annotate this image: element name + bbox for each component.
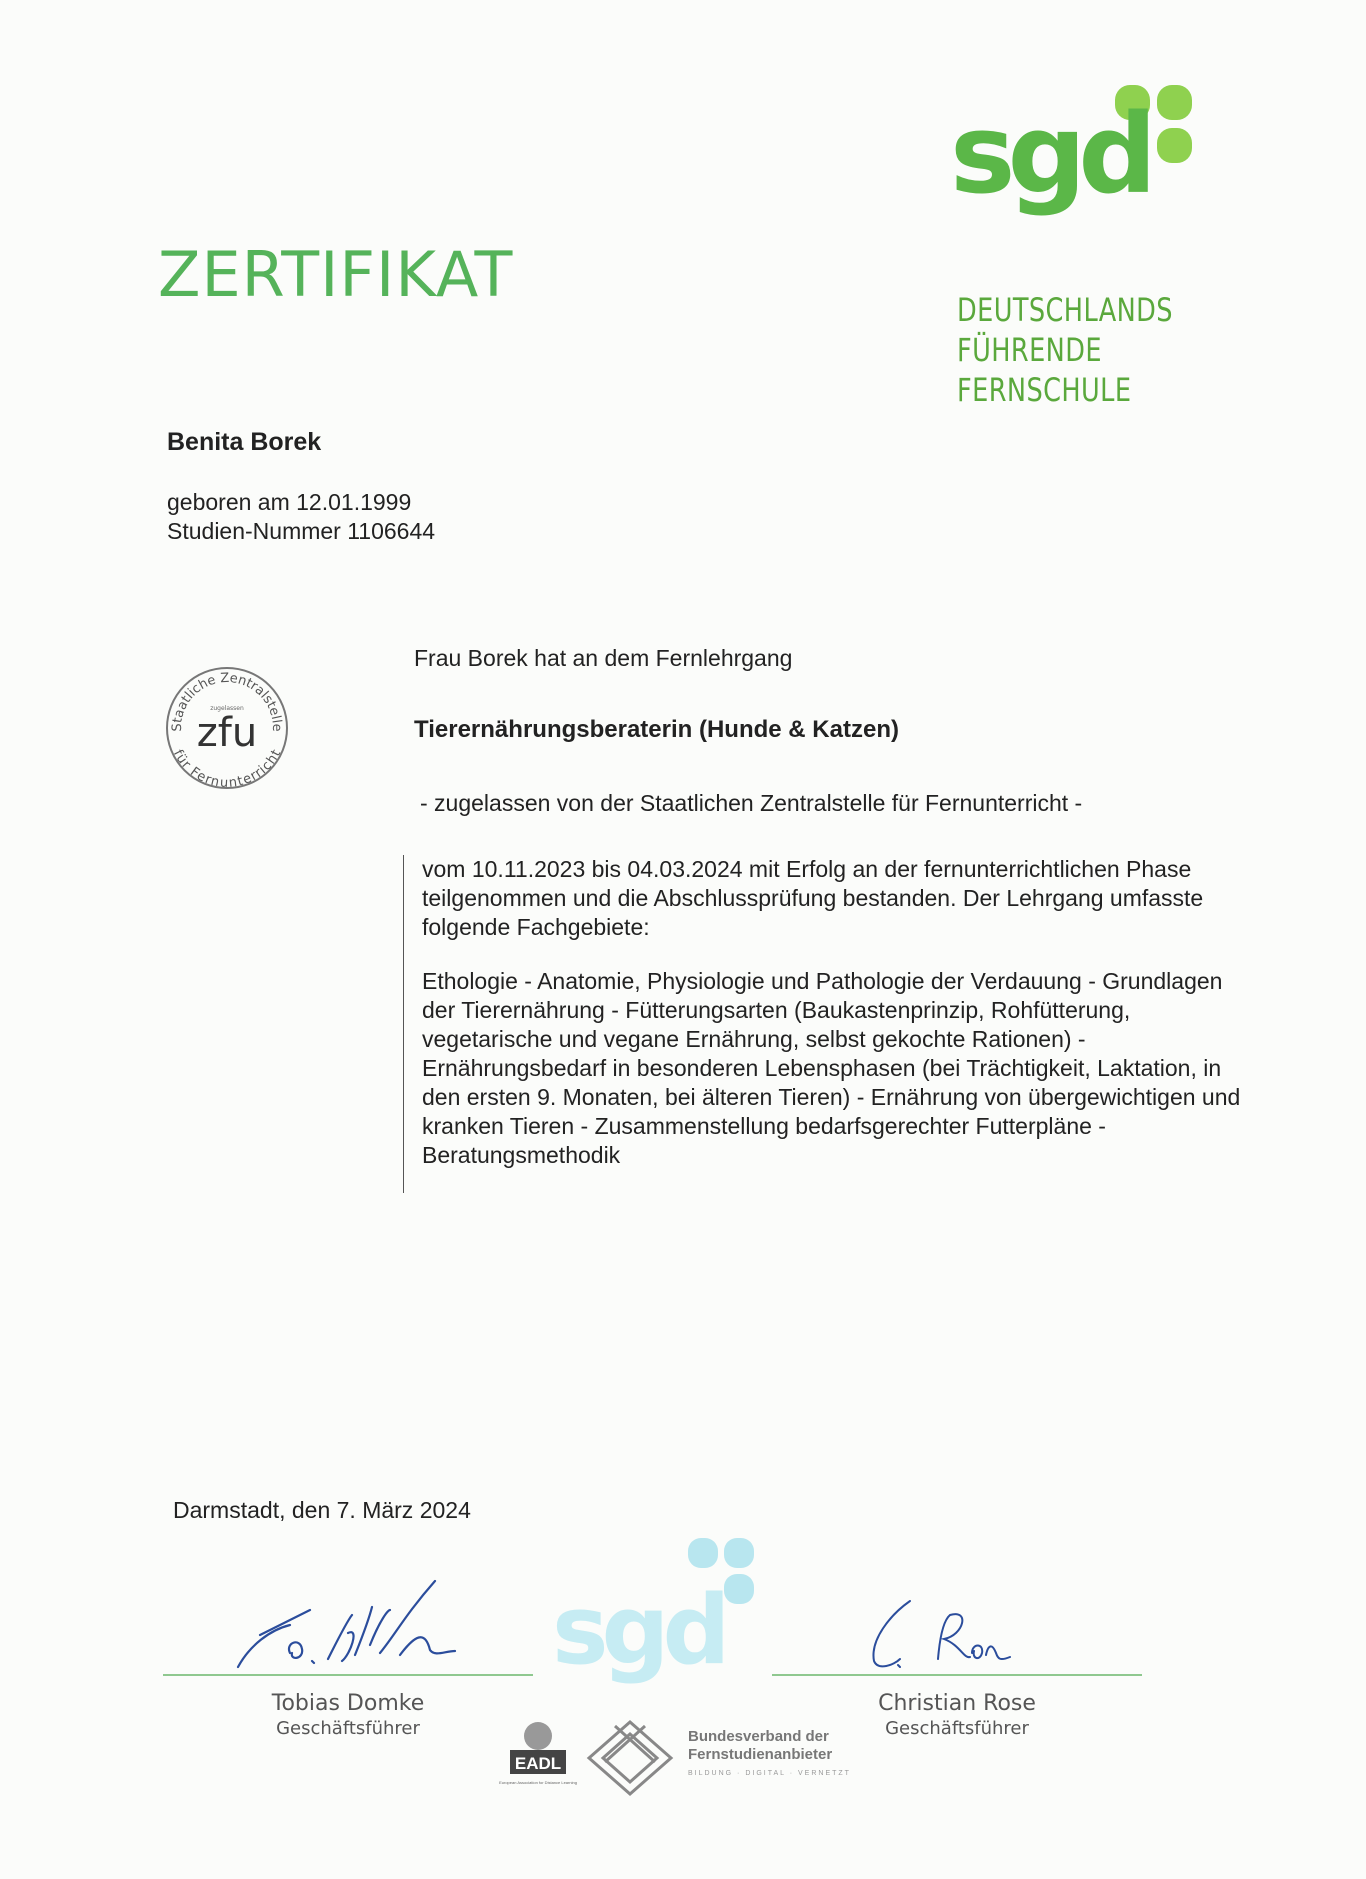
tagline-line-2: FÜHRENDE FERNSCHULE <box>957 331 1132 409</box>
signer-name-right: Christian Rose <box>878 1691 1036 1716</box>
certificate-title: ZERTIFIKAT <box>158 238 514 311</box>
student-number: Studien-Nummer 1106644 <box>167 518 436 544</box>
tagline-line-1: DEUTSCHLANDS <box>957 291 1173 329</box>
seal-top-text: Staatliche Zentralstelle <box>169 670 285 732</box>
sgd-watermark <box>548 1538 778 1688</box>
bundesverband-name <box>688 1728 832 1764</box>
intro-text: Frau Borek hat an dem Fernlehrgang <box>414 645 793 671</box>
place-date: Darmstadt, den 7. März 2024 <box>173 1497 471 1523</box>
sgd-logo <box>950 85 1230 218</box>
signature-line-left <box>163 1674 533 1676</box>
signer-role-left: Geschäftsführer <box>276 1718 420 1739</box>
bundesverband-logo-mark <box>575 1718 685 1798</box>
recipient-name: Benita Borek <box>167 428 322 456</box>
birth-date: geboren am 12.01.1999 <box>167 489 412 515</box>
sgd-logo-text: sgd <box>950 90 1149 218</box>
signer-role-right: Geschäftsführer <box>885 1718 1029 1739</box>
seal-bottom-text: für Fernunterricht <box>169 747 285 791</box>
seal-small-text: zugelassen <box>210 705 244 712</box>
logo-tagline <box>957 290 1284 410</box>
text-margin-line <box>403 855 404 1193</box>
approval-text: - zugelassen von der Staatlichen Zentralstelle für Fernunterricht - <box>420 790 1083 816</box>
recipient-details <box>167 488 435 546</box>
seal-center-text: zfu <box>196 710 258 756</box>
bundesverband-line-2: Fernstudienanbieter <box>688 1746 833 1763</box>
completion-paragraph: vom 10.11.2023 bis 04.03.2024 mit Erfolg an der fernunterrichtlichen Phase teilgenommen und die Abschlussprüfung bestanden. Der Lehrgang umfasste folgende Fachgebiete: <box>422 856 1204 940</box>
signature-line-right <box>772 1674 1142 1676</box>
subjects-paragraph: Ethologie - Anatomie, Physiologie und Pathologie der Verdauung - Grundlagen der Tierernährung - Fütterungsarten (Baukastenprinzip, Rohfütterung, vegetarische und vegane Ernährung, selbst gekochte Rationen) - Ernährungsbedarf in besonderen Lebensphasen (bei Trächtigkeit, Laktation, in den ersten 9. Monaten, bei älteren Tieren) - Ernährung von übergewichtigen und kranken Tieren - Zusammenstellung bedarfsgerechter Futterpläne - Beratungsmethodik <box>422 968 1241 1168</box>
bundesverband-line-1: Bundesverband der <box>688 1728 829 1745</box>
signature-rose <box>860 1595 1040 1675</box>
bundesverband-tagline: BILDUNG · DIGITAL · VERNETZT <box>688 1770 851 1777</box>
eadl-logo <box>499 1720 577 1796</box>
zfu-seal <box>163 664 291 792</box>
watermark-text: sgd <box>552 1576 724 1686</box>
eadl-text: EADL <box>514 1754 562 1773</box>
course-name: Tierernährungsberaterin (Hunde & Katzen) <box>414 716 899 743</box>
eadl-subtext: European Association for Distance Learning <box>499 1780 577 1785</box>
signer-name-left: Tobias Domke <box>271 1691 425 1716</box>
signature-domke <box>230 1575 490 1675</box>
